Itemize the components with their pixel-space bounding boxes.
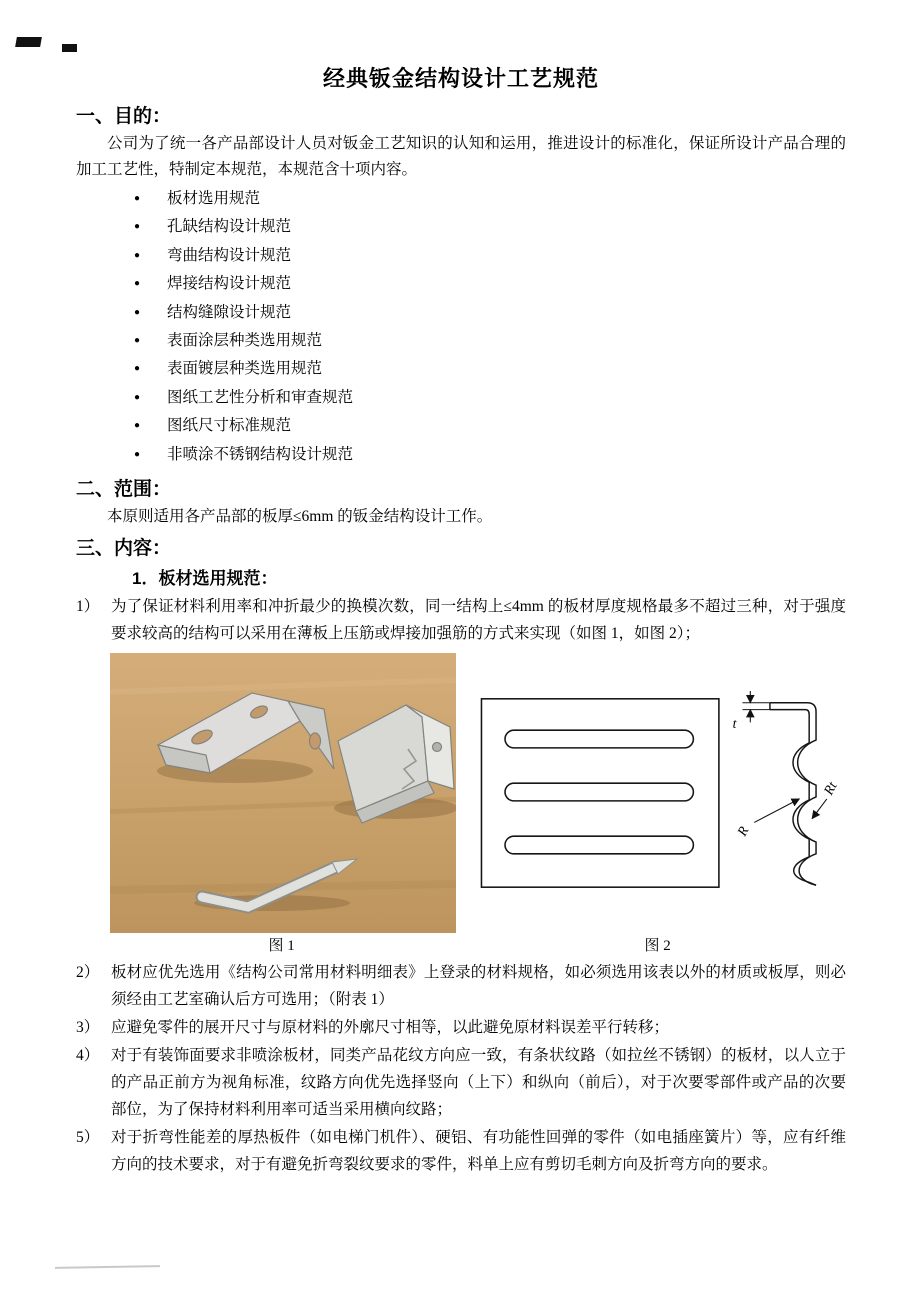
item-number: 2） xyxy=(76,964,100,982)
bullet-icon: ● xyxy=(134,221,141,233)
bullet-icon: ● xyxy=(134,335,141,347)
item-text: 应避免零件的展开尺寸与原材料的外廓尺寸相等，以此避免原材料误差平行转移； xyxy=(111,1019,670,1037)
figure-captions xyxy=(110,933,846,959)
dimension-label-t: t xyxy=(732,716,737,732)
bullet-icon: ● xyxy=(134,391,141,403)
list-item-label: 孔缺结构设计规范 xyxy=(167,218,292,236)
item-number: 5） xyxy=(76,1129,100,1147)
figures-row xyxy=(110,653,846,933)
document-title: 经典钣金结构设计工艺规范 xyxy=(322,66,599,91)
item-text: 对于有装饰面要求非喷涂板材，同类产品花纹方向应一致，有条状纹路（如拉丝不锈钢）的板材，以人立于的产品正前方为视角标准，纹路方向优先选择竖向（上下）和纵向（前后），对于次要零部件或产品的次要部位，为了保持材料利用率可适当采用横向纹路； xyxy=(111,1047,846,1119)
section-heading-purpose: 一、目的： xyxy=(76,106,172,127)
list-item-label: 图纸工艺性分析和审查规范 xyxy=(167,388,354,406)
item-number: 1） xyxy=(76,598,100,616)
list-item-label: 表面涂层种类选用规范 xyxy=(167,332,323,350)
bullet-icon: ● xyxy=(134,193,141,204)
scan-artifact xyxy=(55,1265,160,1269)
numbered-item-4 xyxy=(76,1042,846,1123)
item-text: 板材应优先选用《结构公司常用材料明细表》上登录的材料规格，如必须选用该表以外的材质或板厚，则必须经由工艺室确认后方可选用；（附表 1） xyxy=(111,964,846,1009)
bullet-icon: ● xyxy=(134,448,141,460)
numbered-item-3 xyxy=(76,1014,846,1041)
numbered-item-5 xyxy=(76,1124,846,1178)
list-item xyxy=(134,214,846,242)
dimension-label-rt: Rt xyxy=(820,779,840,798)
figure-1-caption: 图 1 xyxy=(268,938,295,955)
scan-artifact xyxy=(15,37,42,47)
list-item xyxy=(134,243,846,271)
list-item xyxy=(134,186,846,214)
list-item-label: 结构缝隙设计规范 xyxy=(167,303,292,321)
list-item xyxy=(134,413,846,441)
figure-2-caption: 图 2 xyxy=(644,938,671,955)
dimension-label-r: R xyxy=(734,824,752,839)
list-item-label: 焊接结构设计规范 xyxy=(167,275,292,293)
list-item xyxy=(134,385,846,413)
list-item-label: 图纸尺寸标准规范 xyxy=(167,417,292,435)
section-heading-scope: 二、范围： xyxy=(76,479,172,501)
list-item xyxy=(134,356,846,384)
scan-artifact xyxy=(62,44,77,52)
item-text: 对于折弯性能差的厚热板件（如电梯门机件）、硬铝、有功能性回弹的零件（如电插座簧片）等，应有纤维方向的技术要求，对于有避免折弯裂纹要求的零件，料单上应有剪切毛刺方向及折弯方向的要求。 xyxy=(111,1129,846,1174)
figure-2-diagram xyxy=(472,689,852,897)
list-item-label: 非喷涂不锈钢结构设计规范 xyxy=(167,445,354,463)
subsection-heading-material: 1．板材选用规范： xyxy=(132,569,278,589)
list-item xyxy=(134,271,846,299)
bullet-icon: ● xyxy=(134,306,141,318)
numbered-item-1 xyxy=(76,593,846,647)
section-heading-content: 三、内容： xyxy=(76,538,172,560)
list-item xyxy=(134,300,846,328)
list-item-label: 板材选用规范 xyxy=(167,190,261,207)
list-item xyxy=(134,328,846,356)
list-item xyxy=(134,442,846,470)
bullet-icon: ● xyxy=(134,420,141,432)
figure-1-photo xyxy=(110,653,456,933)
numbered-item-2 xyxy=(76,959,846,1013)
bullet-icon: ● xyxy=(134,363,141,375)
purpose-intro: 公司为了统一各产品部设计人员对钣金工艺知识的认知和运用，推进设计的标准化，保证所设计产品合理的加工工艺性，特制定本规范，本规范含十项内容。 xyxy=(76,135,846,178)
item-number: 4） xyxy=(76,1047,100,1065)
scope-body: 本原则适用各产品部的板厚≤6mm 的钣金结构设计工作。 xyxy=(107,508,493,526)
bullet-icon: ● xyxy=(134,249,141,261)
item-number: 3） xyxy=(76,1019,100,1037)
list-item-label: 弯曲结构设计规范 xyxy=(167,246,292,264)
item-text: 为了保证材料利用率和冲折最少的换模次数，同一结构上≤4mm 的板材厚度规格最多不超过三种，对于强度要求较高的结构可以采用在薄板上压筋或焊接加强筋的方式来实现（如图 1，如图 2）； xyxy=(111,598,846,643)
list-item-label: 表面镀层种类选用规范 xyxy=(167,360,323,378)
bullet-icon: ● xyxy=(134,278,141,290)
spec-bullet-list xyxy=(76,186,846,470)
